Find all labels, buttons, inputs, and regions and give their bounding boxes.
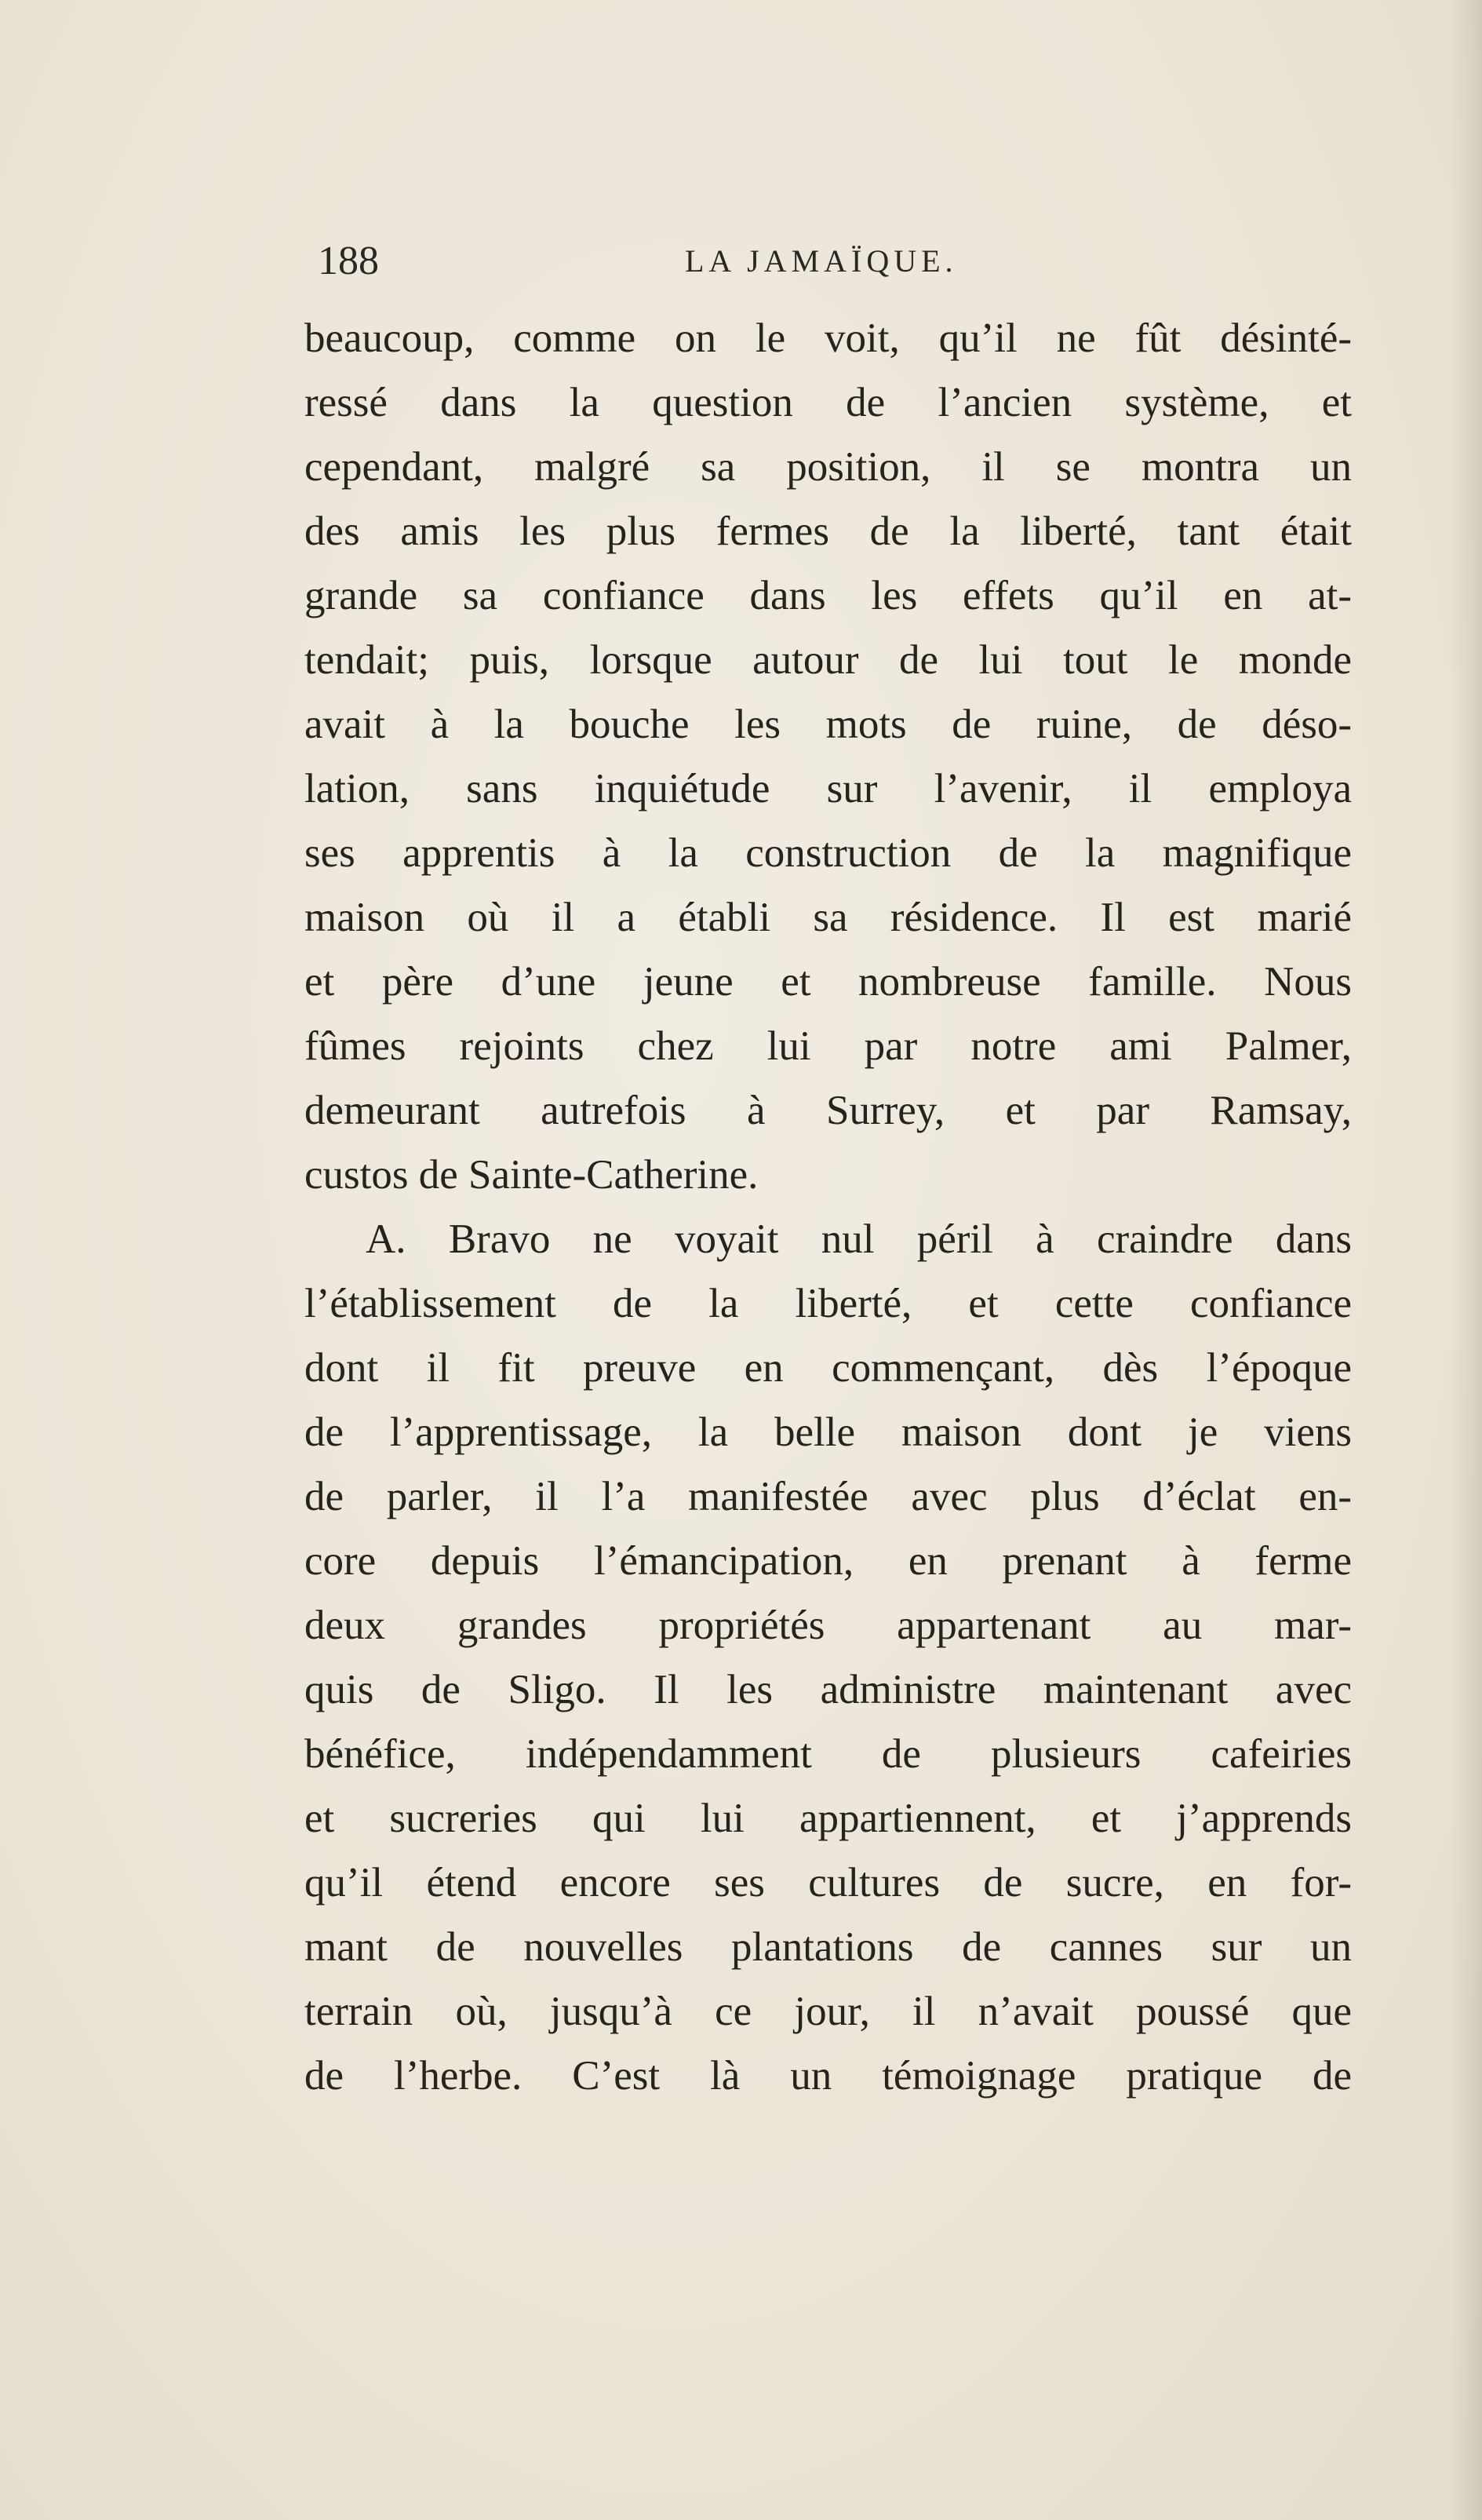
- text-line: et sucreries qui lui appartiennent, et j’apprends: [304, 1796, 1352, 1841]
- running-head: [318, 234, 1353, 289]
- text-line: terrain où, jusqu’à ce jour, il n’avait poussé que: [304, 1989, 1352, 2034]
- text-line: et père d’une jeune et nombreuse famille. Nous: [304, 959, 1352, 1005]
- text-line: deux grandes propriétés appartenant au mar-: [304, 1603, 1352, 1648]
- text-line: de l’herbe. C’est là un témoignage pratique de: [304, 2053, 1352, 2099]
- page-edge-shadow: [1451, 0, 1482, 2520]
- text-line: custos de Sainte-Catherine.: [304, 1152, 759, 1198]
- text-line: maison où il a établi sa résidence. Il est marié: [304, 895, 1352, 940]
- text-line: ses apprentis à la construction de la magnifique: [304, 830, 1352, 876]
- text-line: l’établissement de la liberté, et cette confiance: [304, 1281, 1352, 1326]
- text-line: quis de Sligo. Il les administre maintenant avec: [304, 1667, 1352, 1712]
- text-line: tendait; puis, lorsque autour de lui tout le monde: [304, 637, 1352, 683]
- text-line: fûmes rejoints chez lui par notre ami Palmer,: [304, 1023, 1352, 1069]
- text-line: bénéfice, indépendamment de plusieurs cafeiries: [304, 1731, 1352, 1777]
- page-number: 188: [318, 239, 379, 283]
- text-line: ressé dans la question de l’ancien système, et: [304, 380, 1352, 425]
- text-line: de parler, il l’a manifestée avec plus d’éclat en-: [304, 1474, 1352, 1519]
- running-title: LA JAMAÏQUE.: [685, 243, 958, 279]
- paragraph-start-line: A. Bravo ne voyait nul péril à craindre dans: [366, 1216, 1352, 1262]
- text-line: mant de nouvelles plantations de cannes sur un: [304, 1924, 1352, 1970]
- text-line: demeurant autrefois à Surrey, et par Ramsay,: [304, 1088, 1352, 1133]
- text-line: beaucoup, comme on le voit, qu’il ne fût désinté-: [304, 315, 1352, 361]
- text-line: lation, sans inquiétude sur l’avenir, il employa: [304, 766, 1352, 811]
- text-line: dont il fit preuve en commençant, dès l’époque: [304, 1345, 1352, 1391]
- text-line: avait à la bouche les mots de ruine, de déso-: [304, 702, 1352, 747]
- body-text: [304, 306, 1352, 2108]
- text-line: qu’il étend encore ses cultures de sucre, en for-: [304, 1860, 1352, 1905]
- text-line: des amis les plus fermes de la liberté, tant était: [304, 509, 1352, 554]
- text-line: cependant, malgré sa position, il se montra un: [304, 444, 1352, 490]
- text-line: core depuis l’émancipation, en prenant à ferme: [304, 1538, 1352, 1584]
- text-line: grande sa confiance dans les effets qu’il en at-: [304, 573, 1352, 618]
- text-line: de l’apprentissage, la belle maison dont je viens: [304, 1410, 1352, 1455]
